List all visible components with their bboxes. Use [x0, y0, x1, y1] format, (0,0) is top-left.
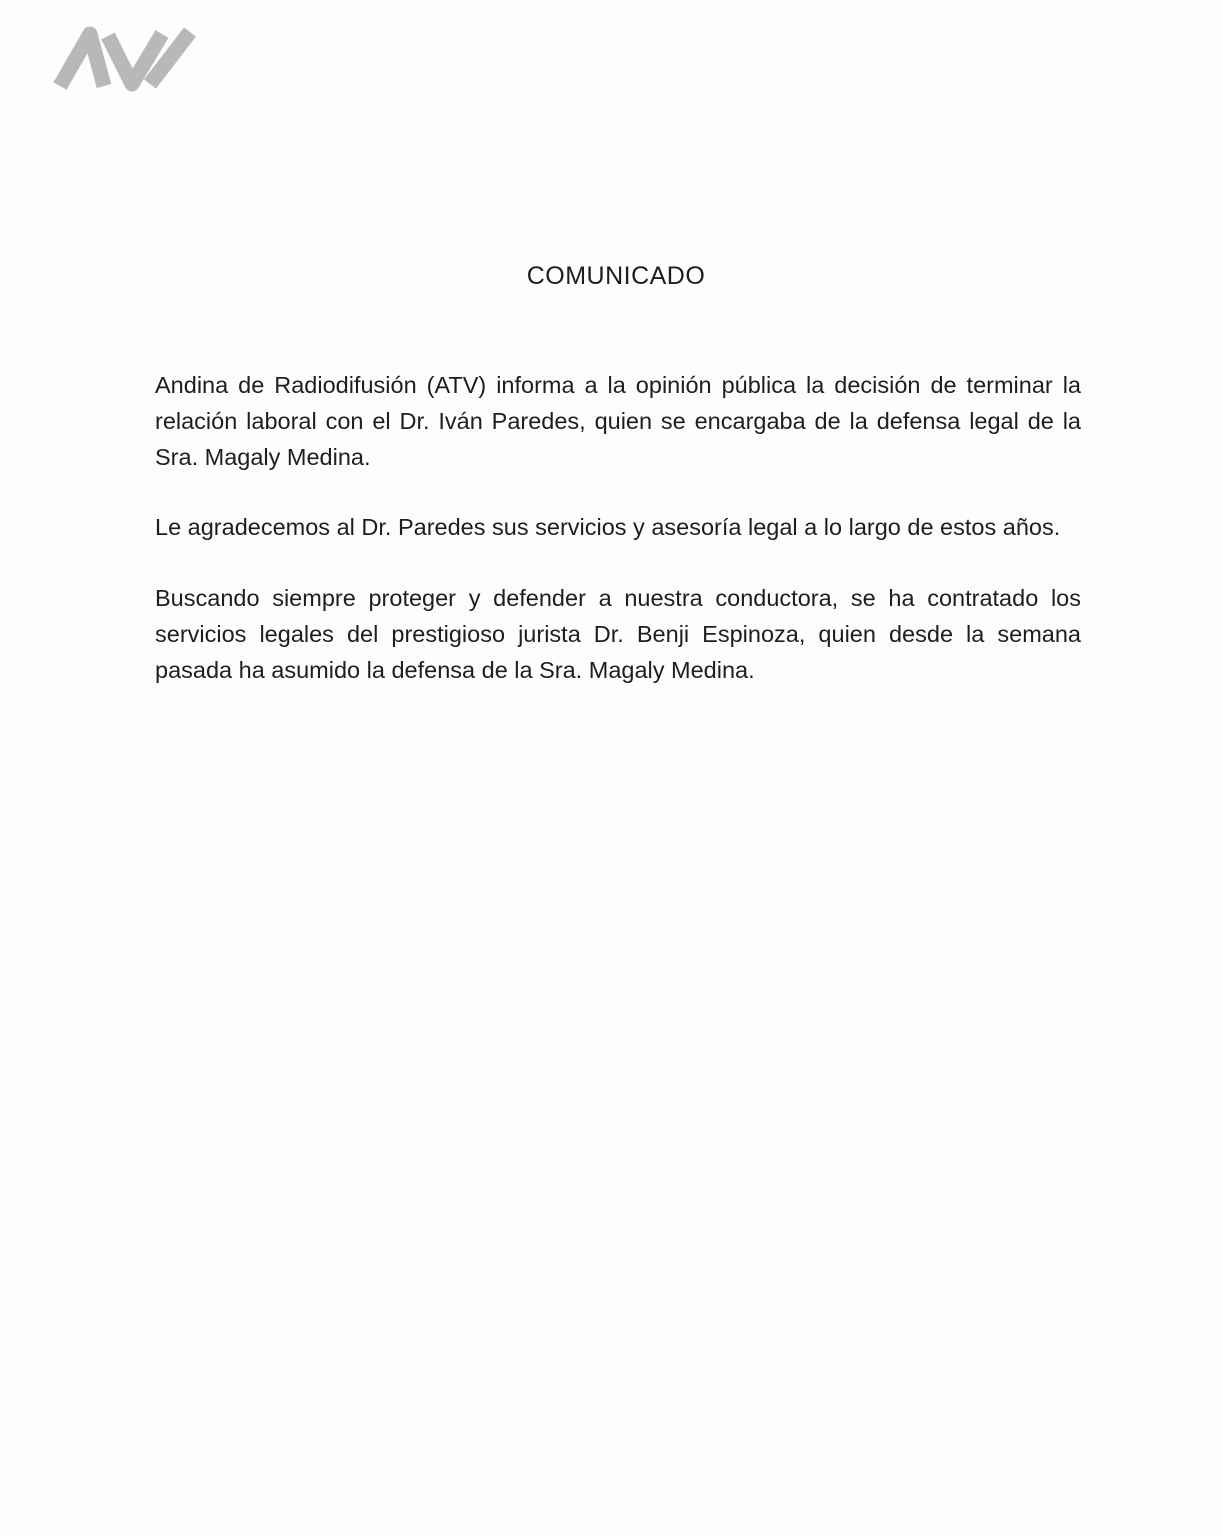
paragraph: Andina de Radiodifusión (ATV) informa a la opinión pública la decisión de terminar la relación laboral con el Dr. Iván Paredes, quien se encargaba de la defensa legal de la Sra. Magaly Medina.	[155, 372, 1081, 470]
atv-logo	[52, 26, 197, 92]
paragraph: Buscando siempre proteger y defender a nuestra conductora, se ha contratado los servicios legales del prestigioso jurista Dr. Benji Espinoza, quien desde la semana pasada ha asumido la defensa de la Sra. Magaly Medina.	[155, 585, 1081, 683]
paragraph: Le agradecemos al Dr. Paredes sus servicios y asesoría legal a lo largo de estos años.	[155, 514, 1061, 541]
document-title: COMUNICADO	[526, 262, 706, 290]
document-body	[155, 368, 1081, 724]
